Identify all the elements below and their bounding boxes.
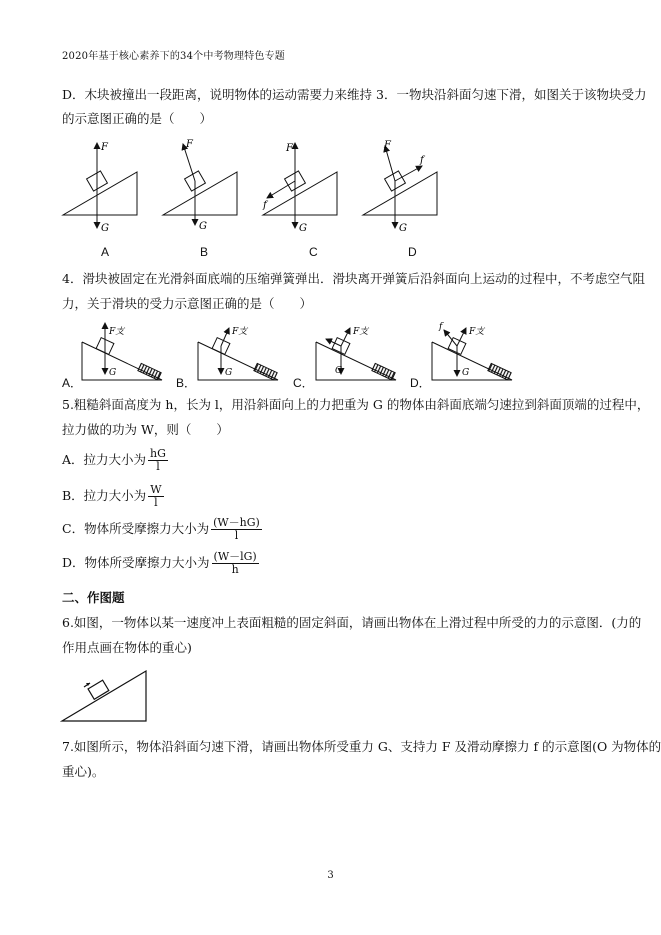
q3-line1: D．木块被撞出一段距离，说明物体的运动需要力来维持 3．一物块沿斜面匀速下滑，如图关于该物块受力: [62, 87, 647, 102]
q5-option-a-fraction: [148, 448, 168, 473]
q5-option-c-numerator: (W－hG): [213, 516, 260, 529]
q6-line1: 6.如图，一物体以某一速度冲上表面粗糙的固定斜面，请画出物体在上滑过程中所受的力的示意图．(力的: [62, 615, 642, 630]
q3-figure-c: [262, 143, 337, 234]
q5-line1: 5.粗糙斜面高度为 h，长为 l，用沿斜面向上的力把重为 G 的物体由斜面底端匀速拉到斜面顶端的过程中，: [62, 397, 650, 412]
q5-option-c-fraction: [211, 517, 262, 542]
q5-option-d-denominator: h: [231, 563, 239, 576]
q3-d-G-label: G: [399, 223, 407, 234]
q4-d-f-label: f: [439, 322, 443, 332]
q3-b-G-label: G: [199, 221, 207, 232]
q4-d-Fsupport-label: F支: [469, 327, 485, 337]
q3-option-d: D: [408, 245, 417, 259]
q5-option-b-numerator: W: [150, 483, 162, 496]
q5-option-d-text: D．物体所受摩擦力大小为: [62, 555, 210, 570]
q3-figure-a: [63, 142, 137, 234]
q4-c-Fsupport-label: F支: [353, 327, 369, 337]
q3-figure-d: [363, 140, 437, 234]
q5-option-d: [62, 551, 259, 576]
q3-d-F-label: F: [384, 140, 391, 151]
q3-option-c: C: [309, 245, 318, 259]
q5-option-d-fraction: [212, 551, 259, 576]
q5-option-c-text: C．物体所受摩擦力大小为: [62, 521, 210, 536]
page-header: 2020年基于核心素养下的34个中考物理特色专题: [62, 51, 285, 62]
q3-b-F-label: F: [186, 139, 193, 150]
q7-line2: 重心)。: [62, 764, 105, 779]
q3-c-G-label: G: [299, 223, 307, 234]
q4-figure-b: [198, 326, 278, 380]
q4-line1: 4．滑块被固定在光滑斜面底端的压缩弹簧弹出．滑块离开弹簧后沿斜面向上运动的过程中，不考虑空气阻: [62, 271, 645, 286]
q4-d-G-label: G: [462, 368, 470, 378]
page-number: 3: [327, 870, 334, 881]
q3-d-f-label: f: [420, 155, 424, 166]
q3-figure-b: [163, 139, 237, 232]
q5-option-b-fraction: [148, 484, 163, 509]
q4-figure-c: [316, 326, 396, 380]
q4-figures: [62, 318, 522, 388]
section-title-drawing: 二、作图题: [62, 590, 125, 605]
q5-option-b: [62, 484, 164, 509]
q3-c-F-label: F: [286, 143, 293, 154]
q5-option-b-text: B．拉力大小为: [62, 488, 147, 503]
q4-option-b: B．: [176, 376, 197, 390]
q5-option-c: [62, 517, 262, 542]
q4-option-a: A．: [62, 376, 83, 390]
q3-option-b: B: [200, 245, 209, 259]
q5-option-a-text: A．拉力大小为: [62, 452, 147, 467]
q4-a-Fsupport-label: F支: [109, 327, 125, 337]
q4-line2: 力，关于滑块的受力示意图正确的是（ ）: [62, 296, 313, 311]
q4-figure-d: [432, 322, 512, 380]
q3-figures: [55, 135, 455, 245]
q5-option-d-numerator: (W－lG): [213, 550, 257, 563]
q6-figure: [60, 668, 150, 724]
q5-option-c-denominator: l: [234, 529, 239, 542]
q5-line2: 拉力做的功为 W，则（ ）: [62, 422, 229, 437]
q4-b-G-label: G: [225, 368, 233, 378]
q5-option-a-numerator: hG: [150, 447, 166, 460]
q4-c-G-label: G: [335, 366, 343, 376]
q4-b-Fsupport-label: F支: [232, 327, 248, 337]
q4-figure-a: [82, 323, 162, 380]
q5-option-a: [62, 448, 168, 473]
q7-line1: 7.如图所示，物体沿斜面匀速下滑，请画出物体所受重力 G、支持力 F 及滑动摩擦力 f 的示意图(O 为物体的: [62, 739, 661, 754]
q5-option-a-denominator: l: [156, 460, 160, 473]
q3-a-G-label: G: [101, 223, 109, 234]
q4-a-G-label: G: [109, 368, 117, 378]
q6-line2: 作用点画在物体的重心): [62, 640, 192, 655]
q3-line2: 的示意图正确的是（ ）: [62, 111, 213, 126]
q4-option-d: D．: [410, 376, 431, 390]
q3-c-f-label: f: [263, 200, 267, 211]
q5-option-b-denominator: l: [154, 496, 158, 509]
q4-option-c: C．: [293, 376, 314, 390]
q3-a-F-label: F: [101, 142, 108, 153]
q3-option-a: A: [101, 245, 110, 259]
